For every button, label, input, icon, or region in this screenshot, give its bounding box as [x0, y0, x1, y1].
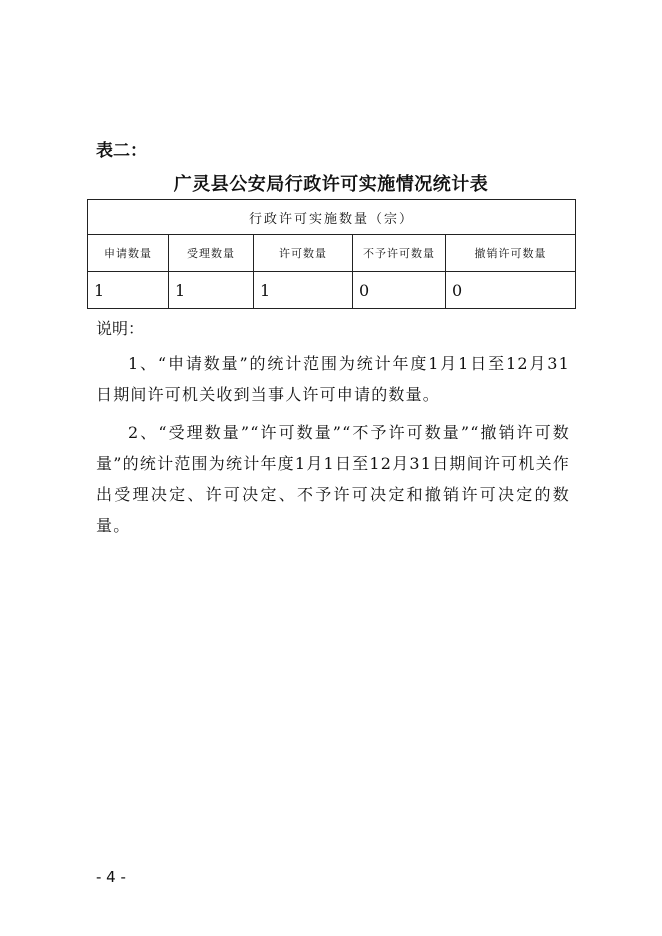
table-column-row: [88, 235, 576, 272]
column-header-applications: 申请数量: [88, 235, 169, 272]
column-header-granted: 许可数量: [254, 235, 353, 272]
note-paragraph-1: 1、“申请数量”的统计范围为统计年度1月1日至12月31日期间许可机关收到当事人许可申请的数量。: [96, 354, 570, 404]
table-label: 表二：: [96, 141, 147, 161]
note-paragraph-2: 2、“受理数量”“许可数量”“不予许可数量”“撤销许可数量”的统计范围为统计年度1月1日至12月31日期间许可机关作出受理决定、许可决定、不予许可决定和撤销许可决定的数量。: [96, 423, 570, 535]
value-applications: 1: [88, 272, 169, 309]
value-accepted: 1: [169, 272, 254, 309]
table-header: 行政许可实施数量（宗）: [88, 200, 576, 235]
value-revoked: 0: [446, 272, 576, 309]
notes-title: 说明：: [96, 319, 145, 338]
table-row: [88, 272, 576, 309]
column-header-accepted: 受理数量: [169, 235, 254, 272]
page-number: - 4 -: [96, 868, 126, 886]
column-header-revoked: 撤销许可数量: [446, 235, 576, 272]
statistics-table: [87, 199, 576, 309]
value-denied: 0: [353, 272, 446, 309]
column-header-denied: 不予许可数量: [353, 235, 446, 272]
value-granted: 1: [254, 272, 353, 309]
document-title: 广灵县公安局行政许可实施情况统计表: [173, 174, 489, 195]
table-header-row: [88, 200, 576, 235]
